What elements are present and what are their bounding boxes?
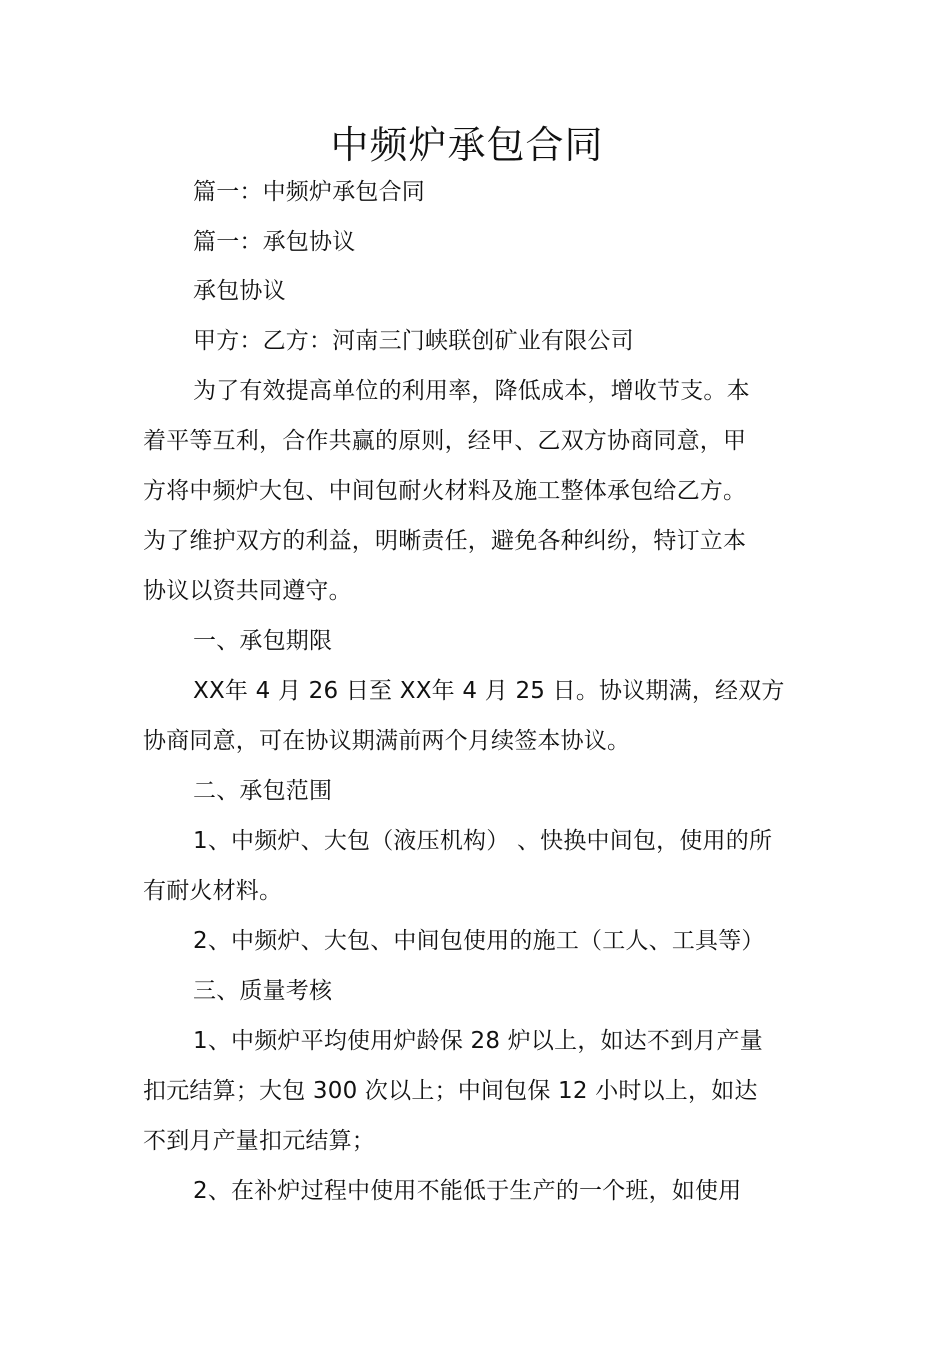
body-text-line: 2、在补炉过程中使用不能低于生产的一个班，如使用 [193,1178,742,1204]
body-text-line: 1、中频炉平均使用炉龄保 28 炉以上，如达不到月产量 [193,1028,763,1054]
body-text-line: 扣元结算；大包 300 次以上；中间包保 12 小时以上，如达 [143,1078,758,1104]
body-text-line: 着平等互利，合作共赢的原则，经甲、乙双方协商同意，甲 [143,428,747,454]
document-title: 中频炉承包合同 [330,123,604,167]
body-text-line: 协商同意，可在协议期满前两个月续签本协议。 [143,728,631,754]
body-text-line: XX年 4 月 26 日至 XX年 4 月 25 日。协议期满，经双方 [193,678,785,704]
body-text-line: 不到月产量扣元结算； [143,1128,375,1154]
body-text-line: 为了维护双方的利益，明晰责任，避免各种纠纷，特订立本 [143,528,747,554]
clause-heading: 三、质量考核 [193,978,333,1004]
body-text-line: 为了有效提高单位的利用率，降低成本，增收节支。本 [193,378,750,404]
body-text-line: 有耐火材料。 [143,878,283,904]
body-text-line: 协议以资共同遵守。 [143,578,352,604]
parties-line: 甲方：乙方：河南三门峡联创矿业有限公司 [193,328,634,354]
clause-heading: 一、承包期限 [193,628,333,654]
agreement-heading: 承包协议 [193,278,286,304]
body-text-line: 2、中频炉、大包、中间包使用的施工（工人、工具等） [193,928,765,954]
clause-heading: 二、承包范围 [193,778,333,804]
body-text-line: 方将中频炉大包、中间包耐火材料及施工整体承包给乙方。 [143,478,747,504]
body-text-line: 1、中频炉、大包（液压机构） 、快换中间包，使用的所 [193,828,773,854]
section-heading-2: 篇一：承包协议 [193,229,356,255]
section-heading-1: 篇一：中频炉承包合同 [193,179,425,205]
